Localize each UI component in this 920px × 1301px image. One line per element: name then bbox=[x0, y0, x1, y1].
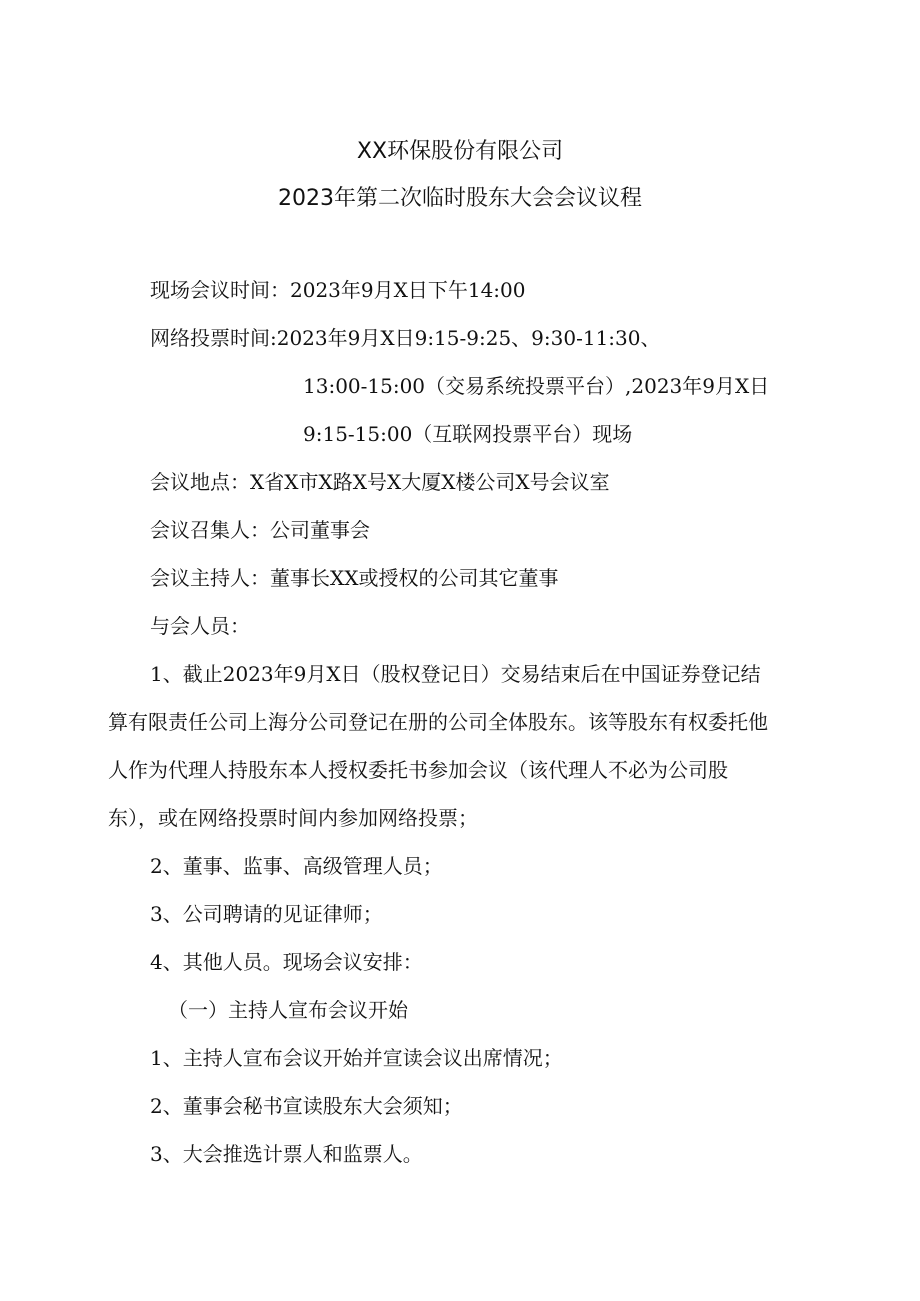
meeting-location-line: 会议地点：X省X市X路X号X大厦X楼公司X号会议室 bbox=[150, 470, 610, 494]
agenda-item-3: 3、大会推选计票人和监票人。 bbox=[150, 1142, 423, 1166]
attendee-item-4: 4、其他人员。现场会议安排： bbox=[150, 950, 423, 974]
attendees-heading: 与会人员： bbox=[150, 614, 250, 638]
paragraph-line: 人作为代理人持股东本人授权委托书参加会议（该代理人不必为公司股 bbox=[108, 758, 728, 782]
attendee-item-3: 3、公司聘请的见证律师； bbox=[150, 902, 383, 926]
network-voting-time-continuation: 9:15-15:00（互联网投票平台）现场 bbox=[303, 422, 633, 446]
attendee-item-2: 2、董事、监事、高级管理人员； bbox=[150, 854, 443, 878]
agenda-section-heading: （一）主持人宣布会议开始 bbox=[168, 998, 408, 1022]
meeting-convener-line: 会议召集人：公司董事会 bbox=[150, 518, 370, 542]
paragraph-line: 算有限责任公司上海分公司登记在册的公司全体股东。该等股东有权委托他 bbox=[108, 710, 768, 734]
agenda-item-2: 2、董事会秘书宣读股东大会须知； bbox=[150, 1094, 463, 1118]
agenda-item-1: 1、主持人宣布会议开始并宣读会议出席情况； bbox=[150, 1046, 563, 1070]
network-voting-time-line: 网络投票时间:2023年9月X日9:15-9:25、9:30-11:30、 bbox=[150, 326, 661, 350]
attendee-item-1: 1、截止2023年9月X日（股权登记日）交易结束后在中国证券登记结 bbox=[150, 662, 761, 686]
document-title: XX环保股份有限公司 bbox=[356, 139, 564, 164]
meeting-time-line: 现场会议时间：2023年9月X日下午14:00 bbox=[150, 278, 526, 302]
network-voting-time-continuation: 13:00-15:00（交易系统投票平台）,2023年9月X日 bbox=[303, 374, 770, 398]
document-subtitle: 2023年第二次临时股东大会会议议程 bbox=[278, 186, 642, 211]
meeting-host-line: 会议主持人：董事长XX或授权的公司其它董事 bbox=[150, 566, 559, 590]
paragraph-line: 东），或在网络投票时间内参加网络投票； bbox=[108, 806, 478, 830]
